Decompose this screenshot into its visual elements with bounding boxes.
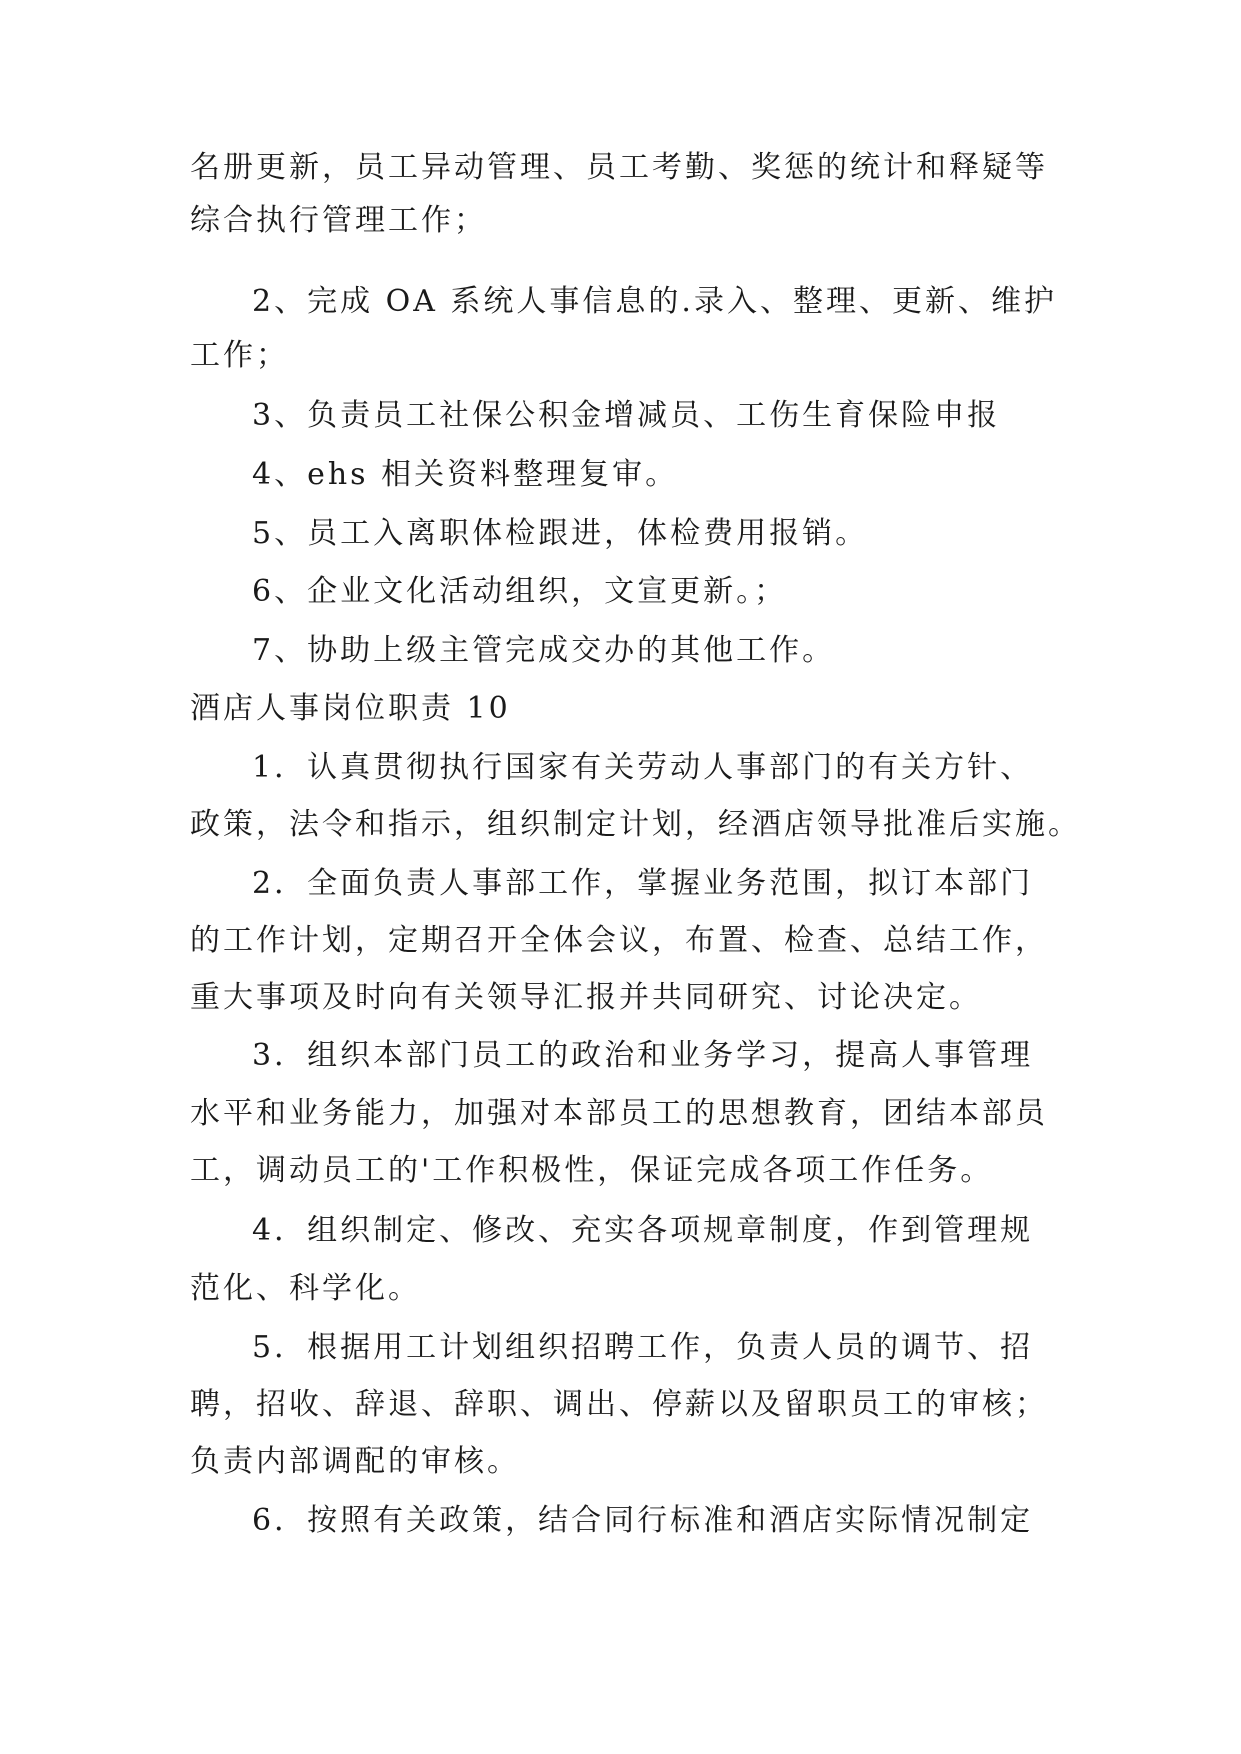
text-line: 4．组织制定、修改、充实各项规章制度，作到管理规 bbox=[252, 1213, 1034, 1248]
text-line: 政策，法令和指示，组织制定计划，经酒店领导批准后实施。 bbox=[190, 807, 1081, 842]
text-line: 7、协助上级主管完成交办的其他工作。 bbox=[252, 633, 836, 668]
text-line: 水平和业务能力，加强对本部员工的思想教育，团结本部员 bbox=[190, 1096, 1048, 1131]
text-line: 2、完成 OA 系统人事信息的.录入、整理、更新、维护 bbox=[252, 284, 1057, 319]
text-line: 重大事项及时向有关领导汇报并共同研究、讨论决定。 bbox=[190, 980, 982, 1015]
text-line: 范化、科学化。 bbox=[190, 1271, 421, 1306]
text-line: 的工作计划，定期召开全体会议，布置、检查、总结工作， bbox=[190, 923, 1048, 958]
text-line: 工，调动员工的'工作积极性，保证完成各项工作任务。 bbox=[190, 1153, 994, 1188]
text-line: 6．按照有关政策，结合同行标准和酒店实际情况制定 bbox=[252, 1503, 1034, 1538]
text-line: 名册更新，员工异动管理、员工考勤、奖惩的统计和释疑等 bbox=[190, 150, 1048, 185]
text-line: 3．组织本部门员工的政治和业务学习，提高人事管理 bbox=[252, 1038, 1034, 1073]
section-title: 酒店人事岗位职责 10 bbox=[190, 691, 511, 726]
text-line: 3、负责员工社保公积金增减员、工伤生育保险申报 bbox=[252, 398, 1001, 433]
text-line: 聘，招收、辞退、辞职、调出、停薪以及留职员工的审核； bbox=[190, 1387, 1048, 1422]
text-line: 工作； bbox=[190, 338, 289, 373]
text-line: 5、员工入离职体检跟进，体检费用报销。 bbox=[252, 516, 869, 551]
text-line: 5．根据用工计划组织招聘工作，负责人员的调节、招 bbox=[252, 1330, 1034, 1365]
text-line: 1．认真贯彻执行国家有关劳动人事部门的有关方针、 bbox=[252, 750, 1034, 785]
text-line: 2．全面负责人事部工作，掌握业务范围，拟订本部门 bbox=[252, 866, 1034, 901]
text-line: 负责内部调配的审核。 bbox=[190, 1444, 520, 1479]
text-line: 综合执行管理工作； bbox=[190, 203, 487, 238]
text-line: 4、ehs 相关资料整理复审。 bbox=[252, 457, 679, 492]
text-line: 6、企业文化活动组织，文宣更新。； bbox=[252, 574, 788, 609]
